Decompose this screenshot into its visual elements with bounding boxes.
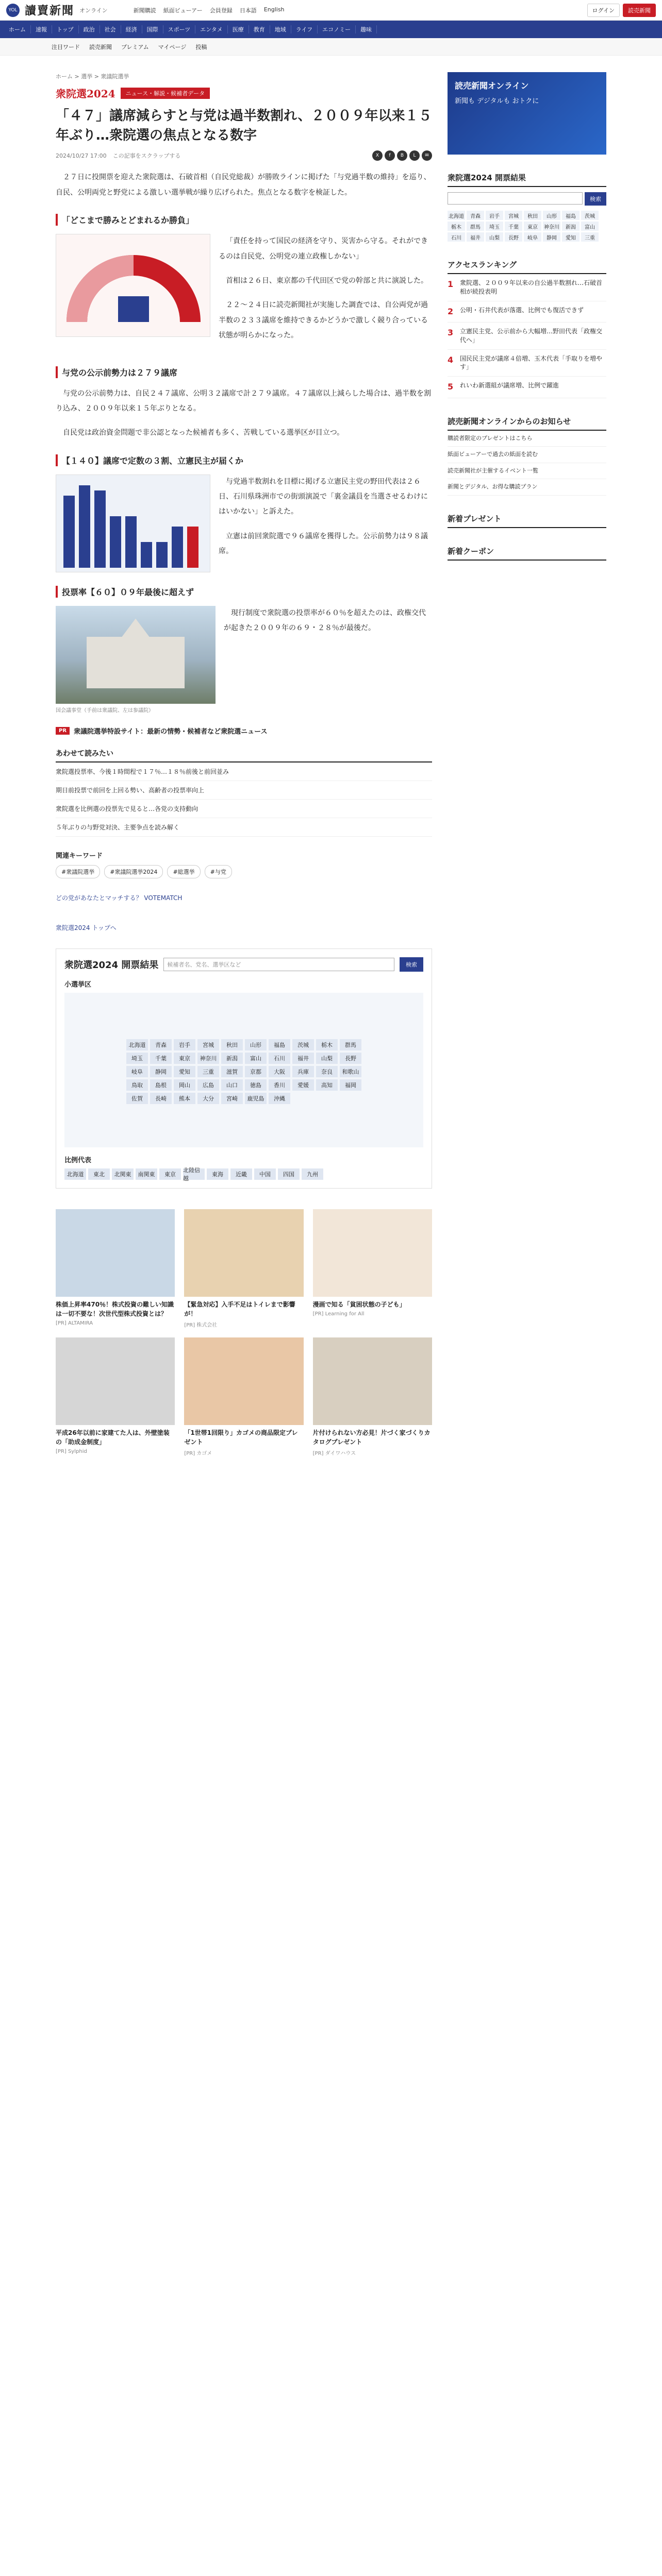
prefecture-button[interactable]: 石川 — [269, 1053, 290, 1064]
side-prefecture-button[interactable]: 群馬 — [467, 222, 484, 231]
pr-label: 比例代表 — [64, 1156, 92, 1164]
prefecture-button[interactable]: 新潟 — [221, 1053, 243, 1064]
ad-card[interactable] — [184, 1209, 303, 1328]
prefecture-button[interactable]: 滋賀 — [221, 1066, 243, 1077]
votematch-link[interactable]: どの党があなたとマッチする？ VOTEMATCH — [56, 894, 183, 902]
nav-breaking[interactable]: 速報 — [31, 25, 52, 33]
pr-block-button[interactable]: 中国 — [254, 1168, 276, 1180]
ranking-item[interactable]: 4 国民民主党が議席４倍増、玉木代表「手取りを増やす」 — [448, 350, 606, 377]
paragraph: 現行制度で衆院選の投票率が６０％を超えたのは、政権交代が起きた２００９年の６９・２８％が最後だ。 — [224, 608, 426, 633]
nav-home[interactable]: ホーム — [4, 25, 31, 33]
prefecture-map — [64, 993, 423, 1147]
prefecture-button[interactable]: 茨城 — [292, 1039, 314, 1050]
present-heading: 新着プレゼント — [448, 510, 606, 528]
district-label: 小選挙区 — [64, 980, 92, 989]
x-share-icon[interactable]: X — [372, 150, 383, 161]
seat-arc-graphic — [56, 234, 210, 336]
link-english[interactable]: English — [263, 6, 285, 13]
prefecture-button[interactable]: 熊本 — [174, 1093, 195, 1104]
nav-local[interactable]: 地域 — [270, 25, 291, 33]
side-search-button[interactable]: 検索 — [585, 192, 606, 206]
prefecture-button[interactable]: 埼玉 — [126, 1053, 148, 1064]
brand-subtitle: オンライン — [79, 7, 108, 14]
prefecture-button[interactable]: 静岡 — [150, 1066, 172, 1077]
prefecture-button[interactable]: 愛媛 — [292, 1079, 314, 1091]
ranking-heading: アクセスランキング — [448, 256, 606, 274]
nav-economy[interactable]: 経済 — [121, 25, 142, 33]
info-item[interactable]: 紙面ビューアーで過去の紙面を読む — [448, 447, 606, 463]
side-search-input[interactable] — [448, 192, 583, 205]
coupon-heading: 新着クーポン — [448, 543, 606, 561]
nav-sports[interactable]: スポーツ — [163, 25, 196, 33]
side-prefecture-button[interactable]: 岩手 — [486, 211, 503, 220]
keyword-chip[interactable]: #与党 — [205, 865, 232, 878]
side-prefecture-button[interactable]: 福井 — [467, 232, 484, 242]
prefecture-button[interactable]: 大阪 — [269, 1066, 290, 1077]
ranking-item[interactable]: 5 れいわ新選組が議席増、比例で躍進 — [448, 377, 606, 398]
prefecture-button[interactable]: 鳥取 — [126, 1079, 148, 1091]
prefecture-button[interactable]: 長野 — [340, 1053, 361, 1064]
subnav-item[interactable]: マイページ — [158, 43, 187, 50]
mail-share-icon[interactable]: ✉ — [422, 150, 432, 161]
election-top-link[interactable]: 衆院選2024 トップへ — [56, 924, 117, 932]
related-list — [56, 762, 432, 837]
seat-figure — [56, 234, 210, 337]
prefecture-button[interactable]: 岐阜 — [126, 1066, 148, 1077]
related-item[interactable]: 期日前投票で前回を上回る勢い、高齢者の投票率向上 — [56, 781, 432, 800]
ranking-item[interactable]: 2 公明・石井代表が落選、比例でも復活できず — [448, 301, 606, 323]
nav-life[interactable]: ライフ — [291, 25, 318, 33]
special-site-link[interactable] — [56, 726, 432, 736]
pr-block-button[interactable]: 東京 — [159, 1168, 181, 1180]
section-heading: 投票率【６０】０９年最後に超えず — [56, 586, 432, 598]
prefecture-button[interactable]: 山形 — [245, 1039, 267, 1050]
prefecture-button[interactable]: 兵庫 — [292, 1066, 314, 1077]
side-prefecture-button[interactable]: 山形 — [543, 211, 560, 220]
ad-source: [PR] カゴメ — [184, 1450, 212, 1456]
paper-button[interactable]: 読売新聞 — [623, 4, 656, 17]
pr-blocks — [64, 1168, 423, 1180]
prefecture-button[interactable]: 奈良 — [316, 1066, 338, 1077]
prefecture-button[interactable]: 山梨 — [316, 1053, 338, 1064]
side-prefecture-button[interactable]: 青森 — [467, 211, 484, 220]
subnav-item[interactable]: 投稿 — [195, 43, 207, 50]
nav-world[interactable]: 国際 — [142, 25, 163, 33]
subnav-item[interactable]: 注目ワード — [52, 43, 80, 50]
info-item[interactable]: 購読者限定のプレゼントはこちら — [448, 431, 606, 447]
ranking-item[interactable]: 1 衆院選、２００９年以来の自公過半数割れ…石破首相が続投表明 — [448, 274, 606, 301]
nav-society[interactable]: 社会 — [100, 25, 121, 33]
prefecture-button[interactable]: 福井 — [292, 1053, 314, 1064]
sidebar — [448, 72, 606, 1456]
prefecture-button[interactable]: 愛知 — [174, 1066, 195, 1077]
share-icons — [372, 150, 432, 161]
prefecture-button[interactable]: 広島 — [197, 1079, 219, 1091]
pr-block-button[interactable]: 九州 — [302, 1168, 323, 1180]
side-prefecture-button[interactable]: 秋田 — [524, 211, 541, 220]
banner-text: 新聞も デジタルも おトクに — [455, 97, 539, 105]
side-prefecture-button[interactable]: 神奈川 — [543, 222, 560, 231]
prefecture-button[interactable]: 神奈川 — [197, 1053, 219, 1064]
side-prefecture-grid — [448, 211, 606, 242]
ad-card[interactable] — [56, 1337, 175, 1456]
pr-block-button[interactable]: 東海 — [207, 1168, 228, 1180]
side-prefecture-button[interactable]: 千葉 — [505, 222, 522, 231]
prefecture-button[interactable]: 群馬 — [340, 1039, 361, 1050]
paragraph: 立憲は前回衆院選で９６議席を獲得した。公示前勢力は９８議席。 — [219, 532, 428, 556]
side-prefecture-button[interactable]: 三重 — [581, 232, 599, 242]
info-item[interactable]: 新聞とデジタル、お得な購読プラン — [448, 479, 606, 496]
nav-top[interactable]: トップ — [52, 25, 79, 33]
paragraph: ２７日に投開票を迎えた衆院選は、石破首相（自民党総裁）が勝敗ラインに掲げた「与党過半数の維持」を巡り、自民、公明両党と野党による激しい選挙戦が繰り広げられた。焦点となる数字を検証した。 — [56, 173, 431, 197]
breadcrumb[interactable]: ホーム > 選挙 > 衆議院選挙 — [56, 73, 129, 80]
diet-building-photo — [56, 606, 216, 704]
related-item[interactable]: 衆院選を比例選の投票先で見ると…各党の支持動向 — [56, 800, 432, 818]
link-viewer[interactable]: 紙面ビューアー — [163, 7, 203, 14]
pr-block-button[interactable]: 北関東 — [112, 1168, 134, 1180]
ad-grid — [56, 1209, 432, 1456]
link-subscribe[interactable]: 新聞購読 — [133, 7, 156, 14]
scrap-button[interactable]: この記事をスクラップする — [112, 152, 181, 160]
results-box — [56, 948, 432, 1189]
side-prefecture-button[interactable]: 石川 — [448, 232, 465, 242]
paragraph: 首相は２６日、東京都の千代田区で党の幹部と共に演説した。 — [226, 276, 428, 285]
side-prefecture-button[interactable]: 静岡 — [543, 232, 560, 242]
prefecture-button[interactable]: 山口 — [221, 1079, 243, 1091]
ad-title[interactable]: 【緊急対応】入手不足はトイレまで影響が！ — [184, 1300, 295, 1317]
prefecture-button[interactable]: 千葉 — [150, 1053, 172, 1064]
prefecture-button[interactable]: 大分 — [197, 1093, 219, 1104]
nav-hobby[interactable]: 趣味 — [356, 25, 377, 33]
nav-economy2[interactable]: エコノミー — [318, 25, 356, 33]
pr-block-button[interactable]: 四国 — [278, 1168, 300, 1180]
info-list — [448, 431, 606, 496]
prefecture-button[interactable]: 北海道 — [126, 1039, 148, 1050]
keyword-chip[interactable]: #衆議院選挙2024 — [104, 865, 163, 878]
prefecture-button[interactable]: 長崎 — [150, 1093, 172, 1104]
ad-card[interactable] — [313, 1337, 432, 1456]
subnav-item[interactable]: プレミアム — [121, 43, 149, 50]
prefecture-button[interactable]: 岡山 — [174, 1079, 195, 1091]
ad-source: [PR] ALTAMIRA — [56, 1320, 93, 1326]
ad-title[interactable]: 片付けられない方必見！片づく家づくりカタログプレゼント — [312, 1429, 431, 1446]
side-prefecture-button[interactable]: 北海道 — [448, 211, 465, 220]
results-search-input[interactable]: 候補者名、党名、選挙区など — [163, 958, 394, 971]
yol-logo[interactable]: YOL — [6, 4, 20, 17]
side-prefecture-button[interactable]: 岐阜 — [524, 232, 541, 242]
ad-card[interactable] — [313, 1209, 432, 1328]
pr-block-button[interactable]: 北陸信越 — [183, 1168, 205, 1180]
ad-title[interactable]: 株価上昇率470％！株式投資の難しい知識は一切不要な！次世代型株式投資とは？ — [56, 1300, 174, 1317]
results-search-button[interactable]: 検索 — [400, 957, 423, 972]
ad-title[interactable]: 「1世帯1回限り」カゴメの商品限定プレゼント — [184, 1429, 298, 1446]
related-heading: あわせて読みたい — [56, 748, 432, 762]
paragraph: 与党過半数割れを目標に掲げる立憲民主党の野田代表は２６日、石川県珠洲市での街頭演説で「裏金議員を当選させるわけにはいかない」と訴えた。 — [219, 477, 428, 516]
side-prefecture-button[interactable]: 栃木 — [448, 222, 465, 231]
login-button[interactable]: ログイン — [587, 4, 620, 17]
prefecture-button[interactable]: 佐賀 — [126, 1093, 148, 1104]
side-prefecture-button[interactable]: 富山 — [581, 222, 599, 231]
keyword-chip[interactable]: #総選挙 — [167, 865, 200, 878]
ad-title[interactable]: 漫画で知る「貧困状態の子ども」 — [312, 1300, 406, 1308]
hatena-share-icon[interactable]: B — [397, 150, 407, 161]
side-prefecture-button[interactable]: 東京 — [524, 222, 541, 231]
ad-source: [PR] ダイワハウス — [312, 1450, 356, 1456]
ad-source: [PR] 株式会社 — [184, 1322, 218, 1328]
bar-graphic — [56, 475, 210, 572]
related-item[interactable]: ５年ぶりの与野党対決、主要争点を読み解く — [56, 818, 432, 837]
section-heading: 【１４０】議席で定数の３割、立憲民主が届くか — [56, 454, 432, 466]
prefecture-button[interactable]: 宮崎 — [221, 1093, 243, 1104]
article-title: 「４７」議席減らすと与党は過半数割れ、２００９年以来１５年ぶり…衆院選の焦点となる数字 — [56, 108, 432, 143]
subscribe-banner[interactable] — [448, 72, 606, 155]
prefecture-button[interactable]: 福岡 — [340, 1079, 361, 1091]
prefecture-button[interactable]: 京都 — [245, 1066, 267, 1077]
top-links — [134, 6, 285, 14]
info-heading: 読売新聞オンラインからのお知らせ — [448, 413, 606, 431]
subnav-item[interactable]: 読売新聞 — [89, 43, 112, 50]
pr-block-button[interactable]: 近畿 — [230, 1168, 252, 1180]
side-prefecture-button[interactable]: 山梨 — [486, 232, 503, 242]
prefecture-button[interactable]: 三重 — [197, 1066, 219, 1077]
pr-block-button[interactable]: 東北 — [88, 1168, 110, 1180]
prefecture-button[interactable]: 東京 — [174, 1053, 195, 1064]
ad-card[interactable] — [56, 1209, 175, 1328]
results-title: 衆院選2024 開票結果 — [64, 959, 159, 971]
facebook-share-icon[interactable]: f — [385, 150, 395, 161]
side-prefecture-button[interactable]: 宮城 — [505, 211, 522, 220]
prefecture-button[interactable]: 富山 — [245, 1053, 267, 1064]
link-japanese[interactable]: 日本語 — [239, 7, 257, 14]
election-pill[interactable]: ニュース・解説・候補者データ — [121, 88, 210, 99]
article-date: 2024/10/27 17:00 — [56, 152, 107, 159]
side-prefecture-button[interactable]: 新潟 — [562, 222, 580, 231]
side-prefecture-button[interactable]: 長野 — [505, 232, 522, 242]
banner-title: 読売新聞オンライン — [455, 81, 529, 91]
prefecture-button[interactable]: 鹿児島 — [245, 1093, 267, 1104]
keyword-heading: 関連キーワード — [56, 852, 103, 860]
prefecture-button[interactable]: 秋田 — [221, 1039, 243, 1050]
election-logo[interactable]: 衆院選2024 — [56, 88, 115, 100]
section-heading: 与党の公示前勢力は２７９議席 — [56, 366, 432, 378]
nav-politics[interactable]: 政治 — [79, 25, 100, 33]
line-share-icon[interactable]: L — [409, 150, 420, 161]
article-main — [56, 72, 432, 1456]
brand-title[interactable]: 讀賣新聞 — [25, 4, 75, 18]
seat-history-figure — [56, 474, 210, 572]
ranking-item[interactable]: 3 立憲民主党、公示前から大幅増…野田代表「政権交代へ」 — [448, 323, 606, 350]
nav-medical[interactable]: 医療 — [228, 25, 249, 33]
prefecture-button[interactable]: 宮城 — [197, 1039, 219, 1050]
side-prefecture-button[interactable]: 埼玉 — [486, 222, 503, 231]
prefecture-button[interactable]: 岩手 — [174, 1039, 195, 1050]
prefecture-button[interactable]: 青森 — [150, 1039, 172, 1050]
paragraph: 「責任を持って国民の経済を守り、災害から守る。それができるのは自民党、公明党の連立政権しかない」 — [219, 237, 428, 261]
keyword-chip[interactable]: #衆議院選挙 — [56, 865, 100, 878]
side-prefecture-button[interactable]: 福島 — [562, 211, 580, 220]
special-site-text[interactable]: 衆議院選挙特設サイト：最新の情勢・候補者など衆院選ニュース — [74, 727, 268, 736]
ad-card[interactable] — [184, 1337, 303, 1456]
ranking-list — [448, 274, 606, 398]
link-register[interactable]: 会員登録 — [209, 7, 233, 14]
side-results-heading: 衆院選2024 開票結果 — [448, 169, 606, 187]
sub-nav — [0, 38, 662, 56]
ad-source: [PR] Learning for All — [312, 1311, 365, 1317]
paragraph: 与党の公示前勢力は、自民２４７議席、公明３２議席で計２７９議席。４７議席以上減らした場合は、過半数を割り込み、２００９年以来１５年ぶりとなる。 — [56, 389, 431, 413]
photo-caption: 国会議事堂（手前は衆議院、左は参議院） — [56, 707, 154, 714]
paragraph: 自民党は政治資金問題で非公認となった候補者も多く、苦戦している選挙区が目立つ。 — [63, 429, 344, 437]
top-bar — [0, 0, 662, 21]
prefecture-button[interactable]: 徳島 — [245, 1079, 267, 1091]
nav-education[interactable]: 教育 — [249, 25, 270, 33]
section-heading: 「どこまで勝みとどまれるか勝負」 — [56, 214, 432, 226]
prefecture-button[interactable]: 高知 — [316, 1079, 338, 1091]
related-item[interactable]: 衆院選投票率、今後１時間程で１７％…１８％前後と前回並み — [56, 762, 432, 781]
prefecture-button[interactable]: 栃木 — [316, 1039, 338, 1050]
pr-block-button[interactable]: 南関東 — [136, 1168, 157, 1180]
pr-block-button[interactable]: 北海道 — [64, 1168, 86, 1180]
nav-entertainment[interactable]: エンタメ — [195, 25, 228, 33]
ad-title[interactable]: 平成26年以前に家建てた人は、外壁塗装の「助成金制度」 — [56, 1429, 170, 1446]
side-prefecture-button[interactable]: 茨城 — [581, 211, 599, 220]
info-item[interactable]: 読売新聞社が主催するイベント一覧 — [448, 463, 606, 480]
prefecture-button[interactable]: 島根 — [150, 1079, 172, 1091]
prefecture-button[interactable]: 和歌山 — [340, 1066, 361, 1077]
prefecture-button[interactable]: 福島 — [269, 1039, 290, 1050]
side-prefecture-button[interactable]: 愛知 — [562, 232, 580, 242]
prefecture-button[interactable]: 沖縄 — [269, 1093, 290, 1104]
main-nav — [0, 21, 662, 38]
paragraph: ２２〜２４日に読売新聞社が実施した調査では、自公両党が過半数の２３３議席を維持できるかどうかで激しく競り合っている状態が明らかになった。 — [219, 301, 428, 340]
ad-source: [PR] Sylphid — [56, 1448, 87, 1454]
pr-badge: PR — [56, 727, 70, 735]
prefecture-button[interactable]: 香川 — [269, 1079, 290, 1091]
